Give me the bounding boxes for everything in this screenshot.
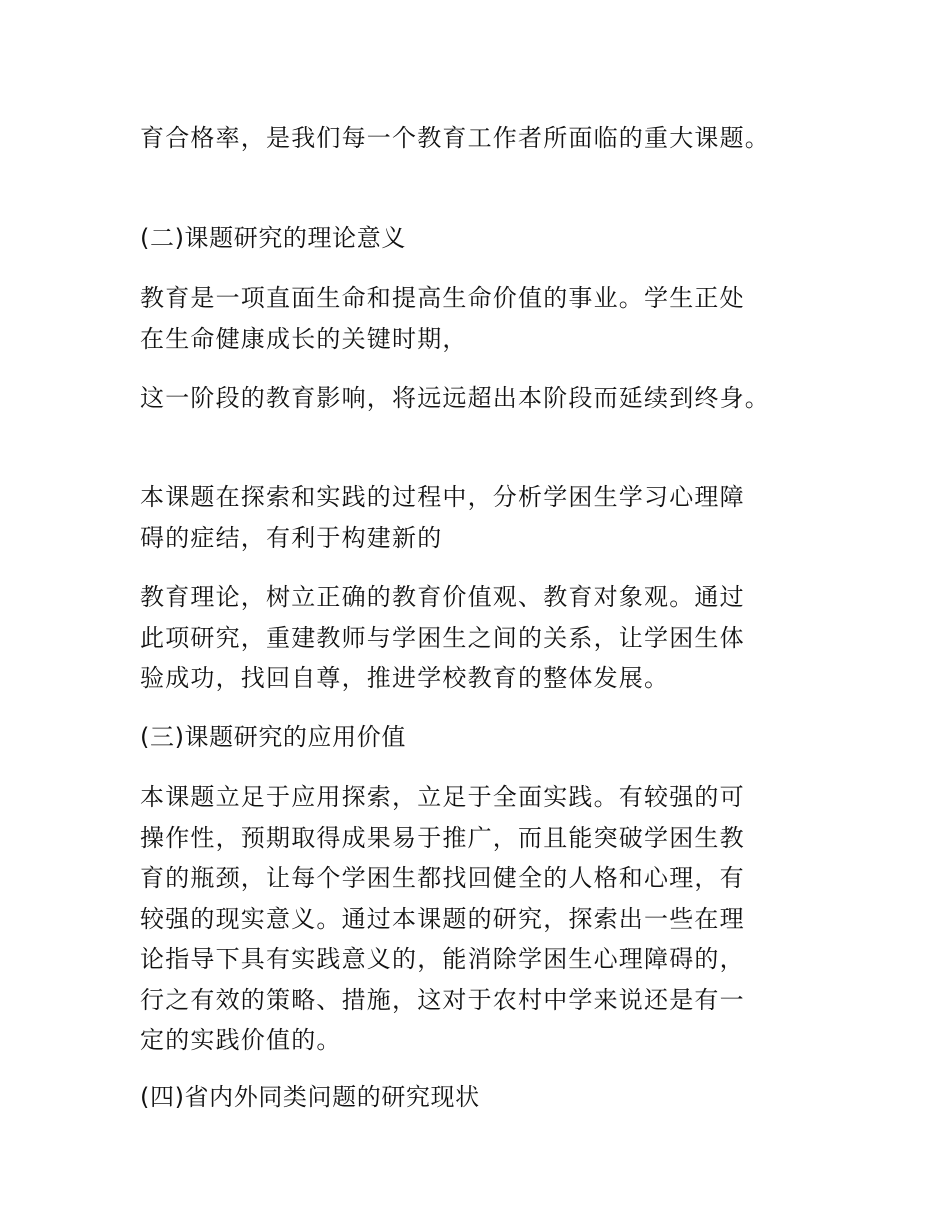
heading-text: (三)课题研究的应用价值 <box>140 723 406 751</box>
paragraph-intro-continuation <box>140 118 800 159</box>
paragraph-research-analysis <box>140 477 800 558</box>
paragraph-education-theory <box>140 577 800 699</box>
section-heading-theoretical-significance <box>140 218 800 259</box>
text-line: 育合格率，是我们每一个教育工作者所面临的重大课题。 <box>140 124 770 152</box>
section-heading-application-value <box>140 717 800 758</box>
paragraph-application-practice <box>140 777 800 1061</box>
text-line: 教育是一项直面生命和提高生命价值的事业。学生正处 <box>140 284 745 312</box>
heading-text: (二)课题研究的理论意义 <box>140 224 406 252</box>
text-line: 本课题在探索和实践的过程中，分析学困生学习心理障 <box>140 483 745 511</box>
paragraph-lifelong-influence <box>140 378 800 419</box>
text-line: 在生命健康成长的关键时期， <box>140 324 468 353</box>
text-line: 定的实践价值的。 <box>140 1026 342 1054</box>
text-line: 操作性，预期取得成果易于推广，而且能突破学困生教 <box>140 823 745 852</box>
paragraph-education-life <box>140 278 800 359</box>
text-line: 本课题立足于应用探索，立足于全面实践。有较强的可 <box>140 783 745 811</box>
text-line: 碍的症结，有利于构建新的 <box>140 523 443 552</box>
text-line: 较强的现实意义。通过本课题的研究，探索出一些在理 <box>140 904 745 933</box>
text-line: 这一阶段的教育影响，将远远超出本阶段而延续到终身。 <box>140 384 770 412</box>
section-heading-research-status <box>140 1077 800 1118</box>
text-line: 教育理论，树立正确的教育价值观、教育对象观。通过 <box>140 583 745 611</box>
text-line: 此项研究，重建教师与学困生之间的关系，让学困生体 <box>140 623 745 652</box>
text-line: 育的瓶颈，让每个学困生都找回健全的人格和心理，有 <box>140 864 745 892</box>
text-line: 论指导下具有实践意义的，能消除学困生心理障碍的， <box>140 945 745 973</box>
heading-text: (四)省内外同类问题的研究现状 <box>140 1083 480 1111</box>
text-line: 行之有效的策略、措施，这对于农村中学来说还是有一 <box>140 985 745 1014</box>
text-line: 验成功，找回自尊，推进学校教育的整体发展。 <box>140 664 670 692</box>
